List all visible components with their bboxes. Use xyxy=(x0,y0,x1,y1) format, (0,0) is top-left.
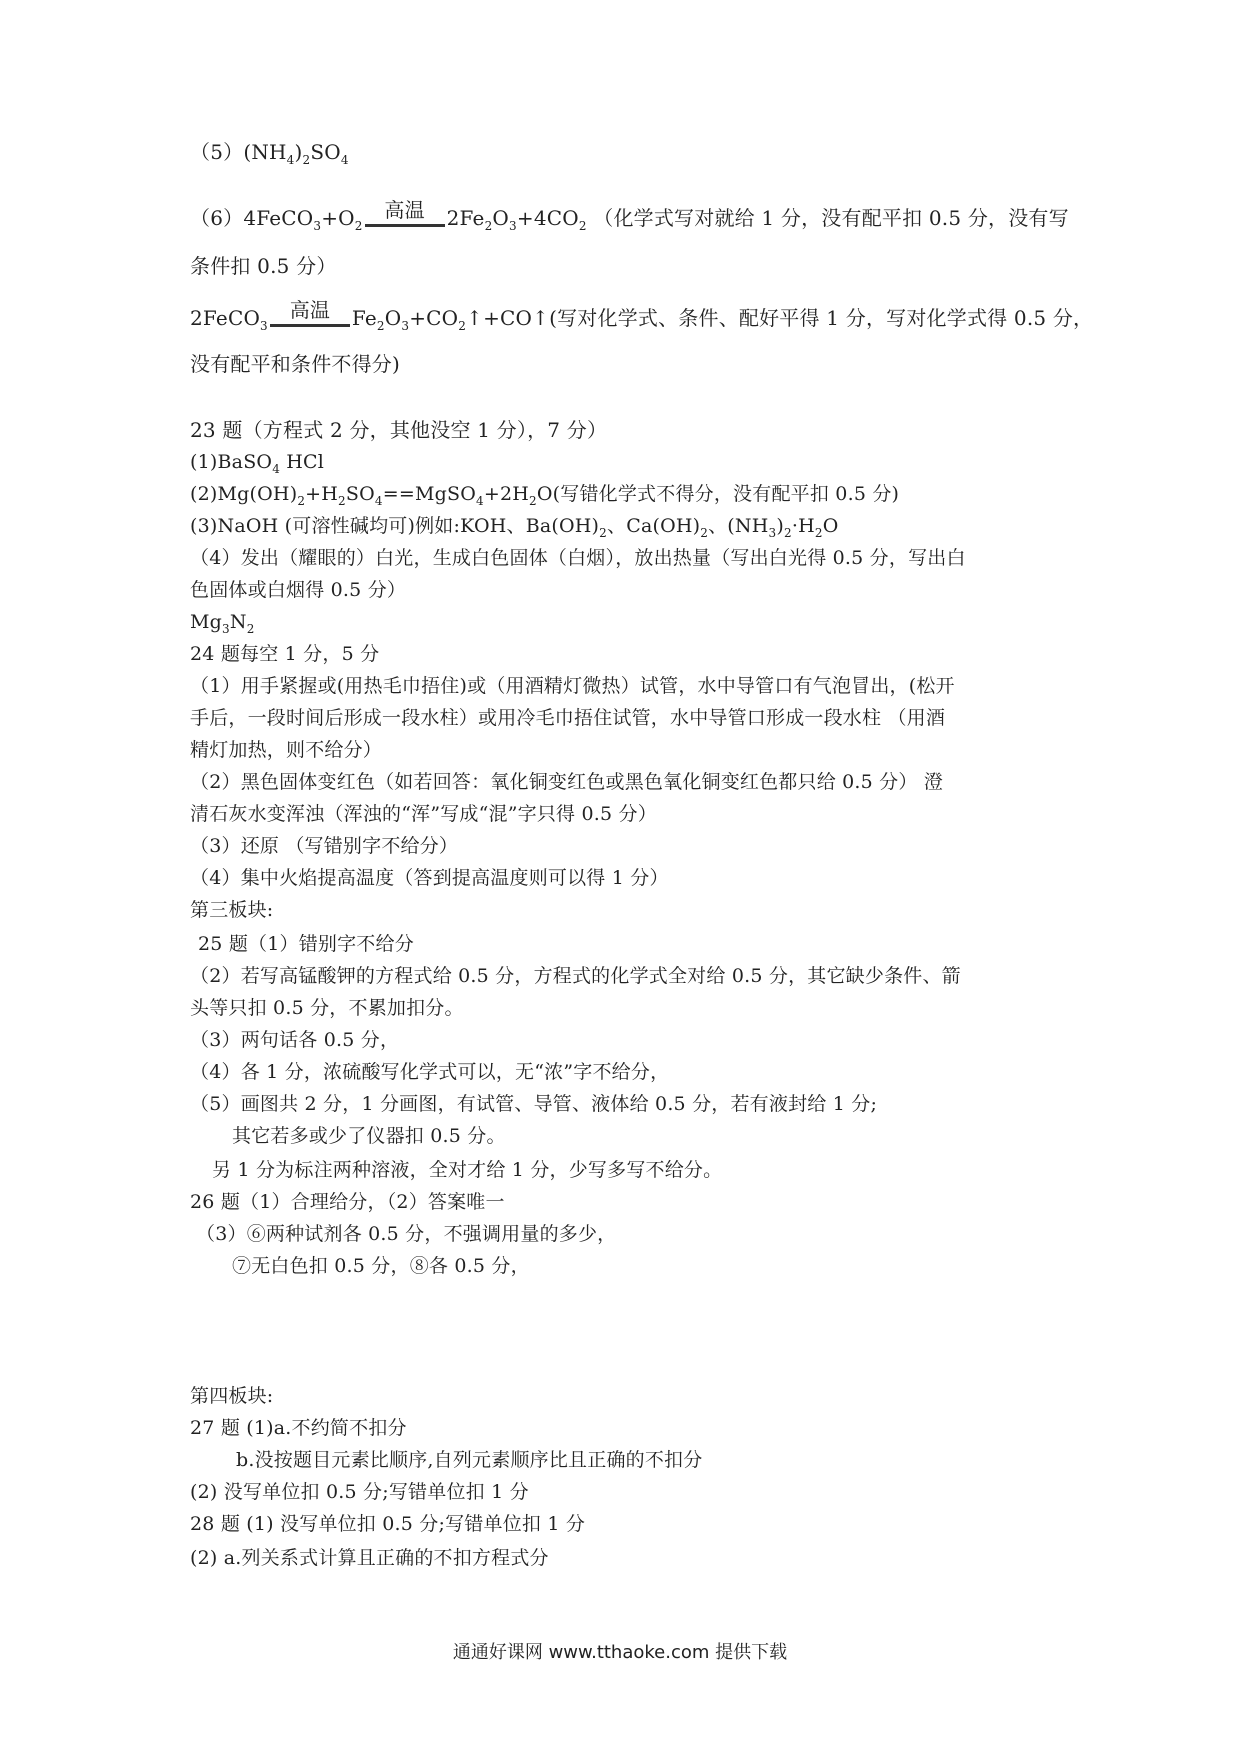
q24-part-2-cont: 清石灰水变浑浊（浑浊的“浑”写成“混”字只得 0.5 分） xyxy=(190,803,657,825)
q25-part-5: （5）画图共 2 分，1 分画图，有试管、导管、液体给 0.5 分，若有液封给 1 分; xyxy=(190,1093,878,1115)
section-3-title: 第三板块: xyxy=(190,899,274,921)
reaction-arrow-bar-2 xyxy=(270,324,350,327)
question-26-header: 26 题（1）合理给分，（2）答案唯一 xyxy=(190,1191,505,1213)
page-footer: 通通好课网 www.tthaoke.com 提供下载 xyxy=(452,1642,788,1663)
q23-mg3n2: $Mg_3N_2$ xyxy=(190,611,255,636)
q28-part-2a: (2) a.列关系式计算且正确的不扣方程式分 xyxy=(190,1547,549,1569)
q24-part-3: （3）还原 （写错别字不给分） xyxy=(190,835,459,857)
reaction-condition-high-temp: 高温 xyxy=(363,206,447,230)
reaction-condition-high-temp-2: 高温 xyxy=(268,306,352,330)
q27-part-1b: b.没按题目元素比顺序,自列元素顺序比且正确的不扣分 xyxy=(236,1449,703,1471)
reaction-arrow-bar xyxy=(365,224,445,227)
q26-part-3: （3）⑥两种试剂各 0.5 分，不强调用量的多少， xyxy=(196,1223,617,1245)
q23-part-2: $(2)Mg(OH)_2+H_2SO_4==MgSO_4+2H_2O$(写错化学式不得分，没有配平扣 0.5 分) xyxy=(190,483,900,508)
q26-part-3-cont: ⑦无白色扣 0.5 分，⑧各 0.5 分， xyxy=(232,1255,530,1277)
q25-part-5-cont: 其它若多或少了仪器扣 0.5 分。 xyxy=(232,1125,506,1147)
q25-part-2-cont: 头等只扣 0.5 分，不累加扣分。 xyxy=(190,997,464,1019)
question-25-part-1: 25 题（1）错别字不给分 xyxy=(198,933,414,955)
question-28-part-1: 28 题 (1) 没写单位扣 0.5 分;写错单位扣 1 分 xyxy=(190,1513,586,1535)
q24-part-1: （1）用手紧握或(用热毛巾捂住)或（用酒精灯微热）试管，水中导管口有气泡冒出，(松开 xyxy=(190,675,955,697)
q25-part-4: （4）各 1 分，浓硫酸写化学式可以，无“浓”字不给分， xyxy=(190,1061,670,1083)
q23-part-4-cont: 色固体或白烟得 0.5 分） xyxy=(190,579,407,601)
q23-part-4: （4）发出（耀眼的）白光，生成白色固体（白烟），放出热量（写出白光得 0.5 分，写出白 xyxy=(190,547,966,569)
question-23-header: 23 题（方程式 2 分，其他没空 1 分），7 分） xyxy=(190,418,608,442)
q25-part-2: （2）若写高锰酸钾的方程式给 0.5 分，方程式的化学式全对给 0.5 分，其它缺少条件、箭 xyxy=(190,965,961,987)
section-4-title: 第四板块: xyxy=(190,1385,274,1407)
q25-part-5-extra: 另 1 分为标注两种溶液，全对才给 1 分，少写多写不给分。 xyxy=(212,1159,723,1181)
answer-line-6-cont: 条件扣 0.5 分） xyxy=(190,254,337,278)
q24-part-2: （2）黑色固体变红色（如若回答：氧化铜变红色或黑色氧化铜变红色都只给 0.5 分） 澄 xyxy=(190,771,944,793)
answer-line-6-equation-2: 2FeCO$_3$ 高温 $Fe_2O_3+CO_2↑+CO↑$(写对化学式、条件、配好平得 1 分，写对化学式得 0.5 分， xyxy=(190,298,1094,333)
q24-part-1-cont-2: 精灯加热，则不给分） xyxy=(190,739,383,761)
q23-part-1: (1)BaSO$_4$ HCl xyxy=(190,451,325,476)
q24-part-1-cont: 手后，一段时间后形成一段水柱）或用冷毛巾捂住试管，水中导管口形成一段水柱 （用酒 xyxy=(190,707,946,729)
answer-line-6-equation: $(6)4FeCO_3+O_2$ 高温 $2Fe_2O_3+4CO_2$ （化学式写对就给 1 分，没有配平扣 0.5 分，没有写 xyxy=(190,198,1069,233)
q24-part-4: （4）集中火焰提高温度（答到提高温度则可以得 1 分） xyxy=(190,867,669,889)
q27-part-2: (2) 没写单位扣 0.5 分;写错单位扣 1 分 xyxy=(190,1481,529,1503)
question-24-header: 24 题每空 1 分，5 分 xyxy=(190,643,380,665)
answer-line-5: $(5)(NH_4)_2SO_4$ xyxy=(190,140,349,167)
question-27-part-1a: 27 题 (1)a.不约简不扣分 xyxy=(190,1417,407,1439)
q25-part-3: （3）两句话各 0.5 分， xyxy=(190,1029,400,1051)
answer-line-6-cont-2: 没有配平和条件不得分) xyxy=(190,352,401,376)
q23-part-3: (3)NaOH (可溶性碱均可)例如:KOH、$Ba(OH)_2$、$Ca(OH)_2$、$(NH_3)_2\cdot H_2O$ xyxy=(190,515,839,540)
